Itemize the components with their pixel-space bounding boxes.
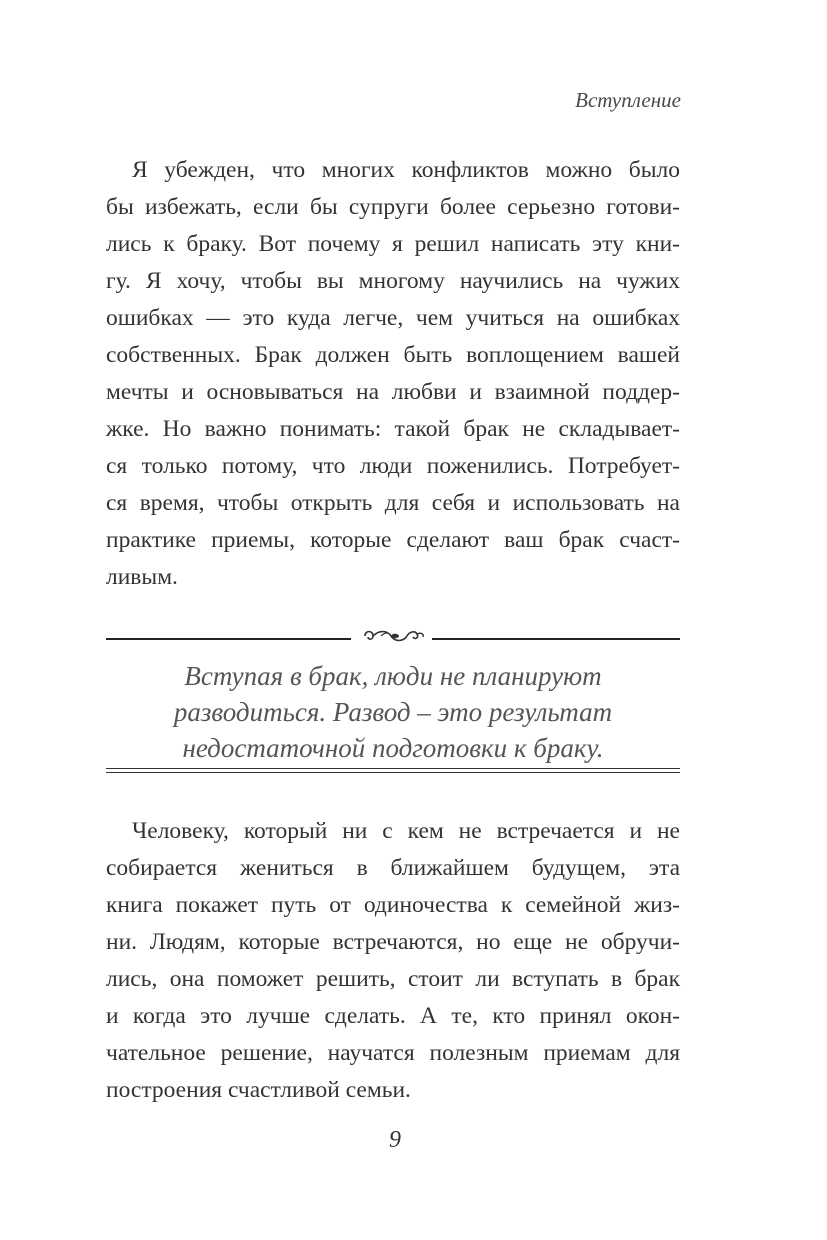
divider-rule-right bbox=[432, 638, 680, 640]
body-paragraph-2 bbox=[106, 813, 680, 1109]
text-line: Человеку, который ни с кем не встречается и не bbox=[132, 818, 680, 844]
page-number: 9 bbox=[389, 1127, 401, 1153]
pull-quote bbox=[106, 658, 680, 766]
double-rule-divider bbox=[106, 768, 680, 773]
text-line: лись к браку. Вот почему я решил написать эту кни- bbox=[106, 231, 680, 257]
flourish-ornament-icon bbox=[361, 626, 427, 646]
text-line: книга покажет путь от одиночества к семейной жиз- bbox=[106, 892, 680, 918]
text-line: собирается жениться в ближайшем будущем, эта bbox=[106, 855, 680, 881]
text-line: чательное решение, научатся полезным приемам для bbox=[106, 1040, 680, 1066]
text-line: и когда это лучше сделать. А те, кто принял окон- bbox=[106, 1003, 680, 1029]
text-line: мечты и основываться на любви и взаимной поддер- bbox=[106, 379, 680, 405]
text-line: бы избежать, если бы супруги более серьезно готови- bbox=[106, 194, 680, 220]
text-line: жке. Но важно понимать: такой брак не складывает- bbox=[106, 416, 680, 442]
text-line: построения счастливой семьи. bbox=[106, 1077, 411, 1103]
quote-line: Вступая в брак, люди не планируют bbox=[184, 661, 602, 691]
running-title: Вступление bbox=[575, 88, 681, 112]
text-line: ся время, чтобы открыть для себя и использовать на bbox=[106, 490, 680, 516]
text-line: лись, она поможет решить, стоит ли вступать в брак bbox=[106, 966, 680, 992]
ornament-divider bbox=[106, 624, 680, 644]
body-paragraph-1 bbox=[106, 152, 680, 596]
text-line: ни. Людям, которые встречаются, но еще не обручи- bbox=[106, 929, 680, 955]
text-line: ся только потому, что люди поженились. Потребует- bbox=[106, 453, 680, 479]
text-line: собственных. Брак должен быть воплощением вашей bbox=[106, 342, 680, 368]
text-line: ошибках — это куда легче, чем учиться на ошибках bbox=[106, 305, 680, 331]
text-line: практике приемы, которые сделают ваш брак счаст- bbox=[106, 527, 680, 553]
text-line: Я убежден, что многих конфликтов можно было bbox=[132, 157, 680, 183]
quote-line: недостаточной подготовки к браку. bbox=[182, 733, 604, 763]
text-line: ливым. bbox=[106, 564, 178, 590]
divider-rule-left bbox=[106, 638, 351, 640]
text-line: гу. Я хочу, чтобы вы многому научились на чужих bbox=[106, 268, 680, 294]
quote-line: разводиться. Развод – это результат bbox=[173, 697, 613, 727]
